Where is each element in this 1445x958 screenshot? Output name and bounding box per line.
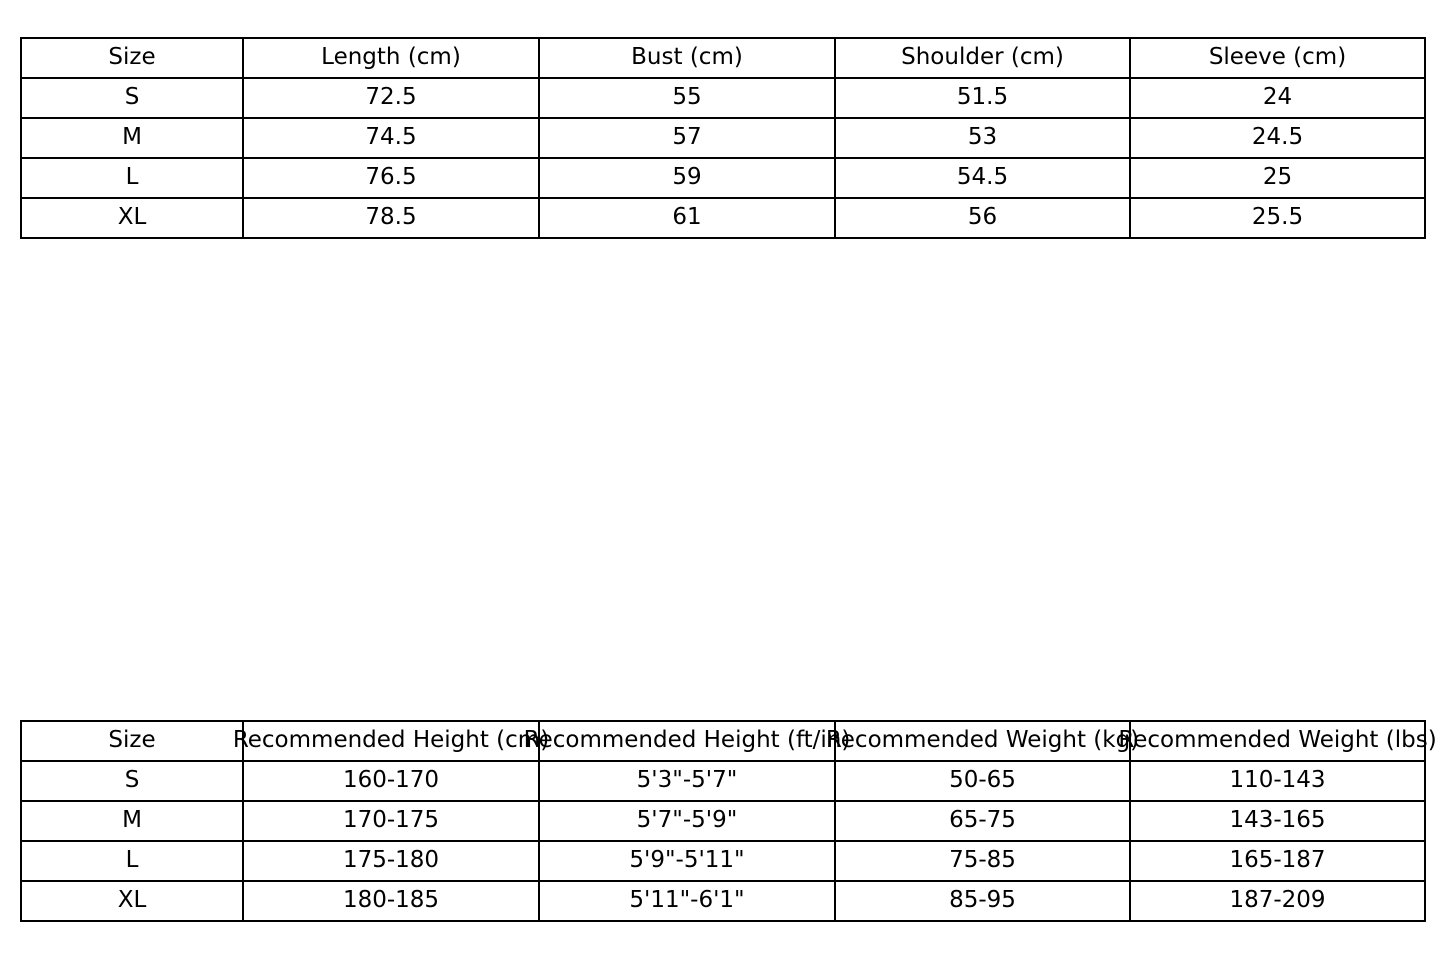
table-header-row [21,38,1425,78]
cell-height-ftin: 5'9"-5'11" [539,841,835,881]
cell-height-cm: 180-185 [243,881,539,921]
cell-length: 78.5 [243,198,539,238]
cell-sleeve: 24 [1130,78,1425,118]
cell-weight-lbs: 165-187 [1130,841,1425,881]
cell-height-cm: 160-170 [243,761,539,801]
cell-weight-lbs: 187-209 [1130,881,1425,921]
table-row [21,198,1425,238]
table-header-row [21,721,1425,761]
column-header-sleeve: Sleeve (cm) [1130,38,1425,78]
cell-height-ftin: 5'7"-5'9" [539,801,835,841]
cell-bust: 57 [539,118,835,158]
cell-length: 76.5 [243,158,539,198]
cell-size: M [21,801,243,841]
cell-shoulder: 56 [835,198,1130,238]
table-row [21,801,1425,841]
column-header-bust: Bust (cm) [539,38,835,78]
table-row [21,158,1425,198]
column-header-recommended-height-cm-label: Recommended Height (cm) [232,727,550,754]
cell-weight-lbs: 110-143 [1130,761,1425,801]
cell-weight-kg: 75-85 [835,841,1130,881]
cell-shoulder: 54.5 [835,158,1130,198]
column-header-size-label: Size [108,727,156,754]
cell-size: L [21,841,243,881]
cell-length: 74.5 [243,118,539,158]
cell-bust: 61 [539,198,835,238]
table-row [21,78,1425,118]
table-row [21,881,1425,921]
cell-length: 72.5 [243,78,539,118]
column-header-recommended-weight-kg-label: Recommended Weight (kg) [825,727,1140,754]
cell-size: L [21,158,243,198]
column-header-recommended-weight-lbs [1118,721,1437,761]
cell-size: S [21,761,243,801]
cell-weight-lbs: 143-165 [1130,801,1425,841]
cell-size: XL [21,198,243,238]
size-recommendations-table [20,720,1437,922]
cell-height-cm: 175-180 [243,841,539,881]
table-row [21,761,1425,801]
cell-weight-kg: 85-95 [835,881,1130,921]
table-row [21,118,1425,158]
cell-size: M [21,118,243,158]
cell-weight-kg: 50-65 [835,761,1130,801]
cell-sleeve: 24.5 [1130,118,1425,158]
cell-sleeve: 25.5 [1130,198,1425,238]
column-header-size: Size [21,38,243,78]
cell-sleeve: 25 [1130,158,1425,198]
cell-weight-kg: 65-75 [835,801,1130,841]
table-row [21,841,1425,881]
cell-shoulder: 51.5 [835,78,1130,118]
cell-shoulder: 53 [835,118,1130,158]
cell-size: XL [21,881,243,921]
cell-size: S [21,78,243,118]
cell-bust: 59 [539,158,835,198]
cell-height-ftin: 5'11"-6'1" [539,881,835,921]
column-header-recommended-height-ftin-label: Recommended Height (ft/in) [523,727,851,754]
cell-height-cm: 170-175 [243,801,539,841]
column-header-recommended-weight-lbs-label: Recommended Weight (lbs) [1118,727,1437,754]
column-header-length: Length (cm) [243,38,539,78]
cell-height-ftin: 5'3"-5'7" [539,761,835,801]
column-header-shoulder: Shoulder (cm) [835,38,1130,78]
cell-bust: 55 [539,78,835,118]
garment-measurements-table [20,37,1426,239]
